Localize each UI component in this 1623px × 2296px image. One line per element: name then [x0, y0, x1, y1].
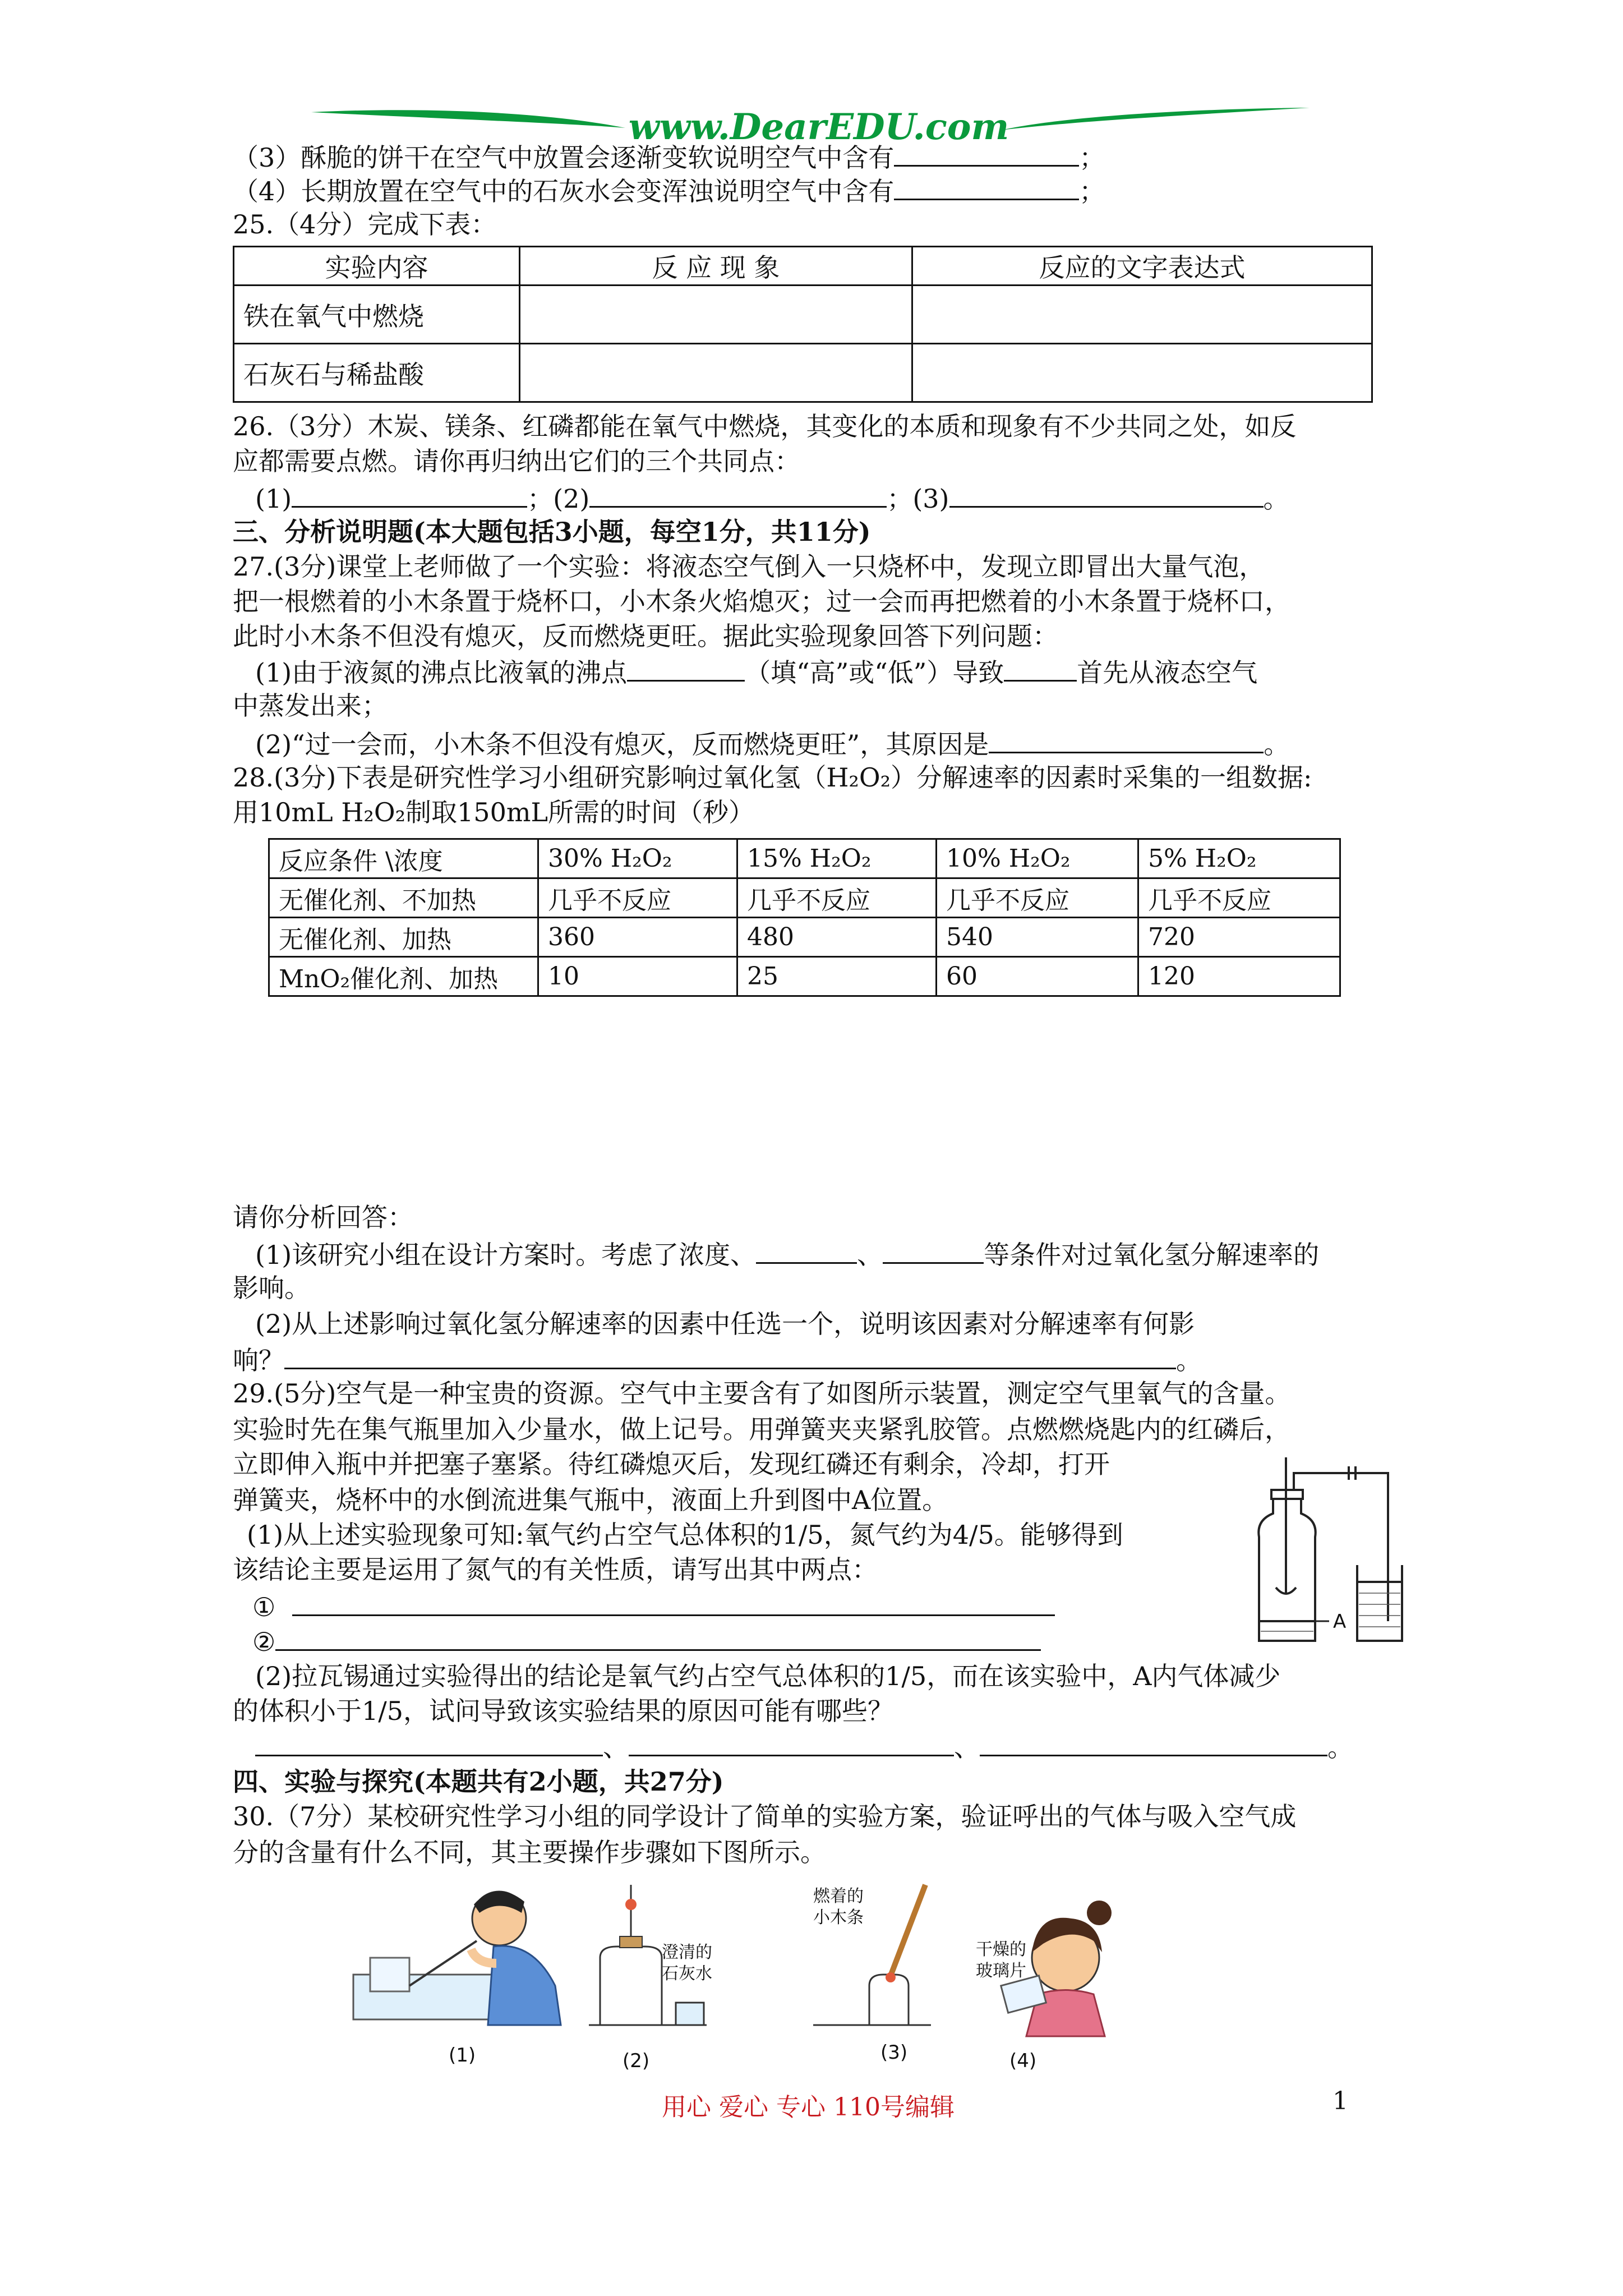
table-header-cell: 15% H₂O₂ — [737, 839, 937, 878]
q28-sub1: (1)该研究小组在设计方案时。考虑了浓度、 、 等条件对过氧化氢分解速率的 — [255, 1236, 1319, 1272]
q29-answer1: ① — [252, 1589, 1055, 1624]
page-number: 1 — [1332, 2087, 1348, 2115]
answer-blank[interactable] — [989, 726, 1264, 753]
q29-line7: (2)拉瓦锡通过实验得出的结论是氧气约占空气总体积的1/5，而在该实验中，A内气体减少 — [255, 1661, 1281, 1691]
table-cell: 25 — [737, 957, 937, 996]
answer-blank[interactable] — [1004, 654, 1077, 682]
q29-answer2: ② — [252, 1623, 1041, 1659]
table-cell: 无催化剂、不加热 — [269, 878, 538, 918]
answer-blank[interactable] — [894, 139, 1079, 167]
q29-line1: 29.(5分)空气是一种宝贵的资源。空气中主要含有了如图所示装置，测定空气里氧气的含量。 — [233, 1378, 1291, 1409]
figure-label: (3) — [880, 2041, 908, 2064]
figure-text: 燃着的 — [813, 1887, 864, 1906]
table-header-cell: 反 应 现 象 — [520, 247, 912, 286]
q29-line5: (1)从上述实验现象可知:氧气约占空气总体积的1/5，氮气约为4/5。能够得到 — [247, 1520, 1123, 1550]
answer-blank[interactable] — [284, 1342, 1176, 1369]
figure-label-a: A — [1333, 1611, 1347, 1633]
table-header-row — [269, 839, 1340, 878]
answer-blank[interactable] — [980, 1729, 1327, 1756]
table-cell: 120 — [1138, 957, 1340, 996]
figure-3-burning-stick — [813, 1885, 931, 2064]
table-cell: 60 — [937, 957, 1138, 996]
q29-line2: 实验时先在集气瓶里加入少量水，做上记号。用弹簧夹夹紧乳胶管。点燃燃烧匙内的红磷后， — [233, 1414, 1290, 1444]
q27-sub1: (1)由于液氮的沸点比液氧的沸点 （填“高”或“低”）导致 首先从液态空气 — [255, 654, 1257, 689]
answer-blank[interactable] — [756, 1236, 857, 1264]
q26-line2: 应都需要点燃。请你再归纳出它们的三个共同点： — [233, 446, 800, 476]
q30-line2: 分的含量有什么不同，其主要操作步骤如下图所示。 — [233, 1837, 826, 1867]
table-cell: 铁在氧气中燃烧 — [234, 286, 520, 344]
figure-label: (1) — [449, 2044, 476, 2067]
q28-table — [268, 838, 1341, 997]
figure-1-person-blowing — [353, 1891, 561, 2067]
q26-answers: (1) ；(2) ；(3) 。 — [255, 480, 1289, 516]
figure-label: (4) — [1009, 2050, 1037, 2072]
footer-center-text: 用心 爱心 专心 110号编辑 — [662, 2093, 955, 2122]
table-cell: 无催化剂、加热 — [269, 918, 538, 957]
q30-line1: 30.（7分）某校研究性学习小组的同学设计了简单的实验方案，验证呼出的气体与吸入空气成 — [233, 1801, 1297, 1832]
q28-line2: 用10mL H₂O₂制取150mL所需的时间（秒） — [233, 797, 754, 827]
section-title: 三、分析说明题(本大题包括3小题，每空1分，共11分) — [233, 517, 871, 547]
q25-stem: 25.（4分）完成下表： — [233, 209, 497, 240]
table-cell-answer[interactable] — [912, 344, 1372, 402]
answer-blank[interactable] — [629, 1729, 954, 1756]
q27-line1: 27.(3分)课堂上老师做了一个实验：将液态空气倒入一只烧杯中，发现立即冒出大量气泡， — [233, 551, 1265, 582]
answer-blank[interactable] — [949, 480, 1264, 508]
table-cell: 10 — [538, 957, 737, 996]
table-row — [269, 878, 1340, 918]
q27-line2: 把一根燃着的小木条置于烧杯口，小木条火焰熄灭；过一会而再把燃着的小木条置于烧杯口， — [233, 586, 1290, 616]
q27-line3: 此时小木条不但没有熄灭，反而燃烧更旺。据此实验现象回答下列问题： — [233, 621, 1058, 651]
table-header-cell: 反应条件 \浓度 — [269, 839, 538, 878]
table-cell: 几乎不反应 — [737, 878, 937, 918]
q27-sub1-cont: 中蒸发出来； — [233, 691, 388, 721]
table-row — [269, 957, 1340, 996]
figure-text: 小木条 — [813, 1908, 864, 1927]
q28-line1: 28.(3分)下表是研究性学习小组研究影响过氧化氢（H₂O₂）分解速率的因素时采集的一组数据: — [233, 762, 1312, 793]
table-header-cell: 30% H₂O₂ — [538, 839, 737, 878]
table-cell: 540 — [937, 918, 1138, 957]
breath-experiment-figures — [348, 1874, 1458, 2076]
table-header-cell: 5% H₂O₂ — [1138, 839, 1340, 878]
q24-line3: （3）酥脆的饼干在空气中放置会逐渐变软说明空气中含有 ； — [233, 139, 1105, 174]
table-header-row — [234, 247, 1372, 286]
table-row — [234, 344, 1372, 402]
table-header-cell: 实验内容 — [234, 247, 520, 286]
figure-4-girl-glass — [976, 1901, 1112, 2072]
answer-blank[interactable] — [894, 173, 1079, 200]
q27-sub2: (2)“过一会而，小木条不但没有熄灭，反而燃烧更旺”，其原因是 。 — [255, 726, 1289, 761]
q29-line6: 该结论主要是运用了氮气的有关性质，请写出其中两点： — [233, 1554, 878, 1585]
table-row — [269, 918, 1340, 957]
table-cell-answer[interactable] — [520, 286, 912, 344]
oxygen-apparatus-figure — [1237, 1453, 1405, 1672]
table-cell-answer[interactable] — [912, 286, 1372, 344]
table-row — [234, 286, 1372, 344]
answer-blank[interactable] — [883, 1236, 984, 1264]
q24-line4: （4）长期放置在空气中的石灰水会变浑浊说明空气中含有 ； — [233, 173, 1105, 208]
table-cell: 石灰石与稀盐酸 — [234, 344, 520, 402]
table-cell: 720 — [1138, 918, 1340, 957]
q29-line3: 立即伸入瓶中并把塞子塞紧。待红磷熄灭后，发现红磷还有剩余，冷却，打开 — [233, 1449, 1110, 1479]
figure-2-limewater — [589, 1885, 712, 2072]
q29-line4: 弹簧夹，烧杯中的水倒流进集气瓶中，液面上升到图中A位置。 — [233, 1485, 948, 1515]
section-title: 四、实验与探究(本题共有2小题，共27分) — [233, 1766, 724, 1797]
figure-text: 干燥的 — [976, 1940, 1026, 1959]
q28-sub1-cont: 影响。 — [233, 1273, 310, 1303]
q29-answers: 、 、 。 — [255, 1729, 1353, 1764]
table-cell: MnO₂催化剂、加热 — [269, 957, 538, 996]
q26-line1: 26.（3分）木炭、镁条、红磷都能在氧气中燃烧，其变化的本质和现象有不少共同之处，如反 — [233, 411, 1297, 441]
table-cell: 几乎不反应 — [937, 878, 1138, 918]
answer-blank[interactable] — [275, 1623, 1041, 1651]
figure-text: 石灰水 — [662, 1964, 712, 1984]
figure-label: (2) — [623, 2050, 650, 2072]
figure-text: 玻璃片 — [976, 1961, 1026, 1981]
table-cell: 几乎不反应 — [1138, 878, 1340, 918]
table-header-cell: 反应的文字表达式 — [912, 247, 1372, 286]
answer-blank[interactable] — [292, 1589, 1055, 1616]
answer-blank[interactable] — [627, 654, 745, 682]
table-cell-answer[interactable] — [520, 344, 912, 402]
table-cell: 几乎不反应 — [538, 878, 737, 918]
q28-sub2: (2)从上述影响过氧化氢分解速率的因素中任选一个，说明该因素对分解速率有何影 — [255, 1309, 1195, 1339]
q29-line8: 的体积小于1/5，试问导致该实验结果的原因可能有哪些？ — [233, 1696, 894, 1726]
answer-blank[interactable] — [292, 480, 527, 508]
answer-blank[interactable] — [589, 480, 887, 508]
table-header-cell: 10% H₂O₂ — [937, 839, 1138, 878]
answer-blank[interactable] — [255, 1729, 603, 1756]
table-cell: 360 — [538, 918, 737, 957]
q28-sub2-cont: 响？ 。 — [233, 1342, 1202, 1377]
logo-text: www.DearEDU.com — [628, 106, 1009, 148]
figure-text: 澄清的 — [662, 1943, 712, 1962]
q28-ask: 请你分析回答： — [233, 1202, 413, 1232]
q25-table — [233, 246, 1373, 403]
table-cell: 480 — [737, 918, 937, 957]
